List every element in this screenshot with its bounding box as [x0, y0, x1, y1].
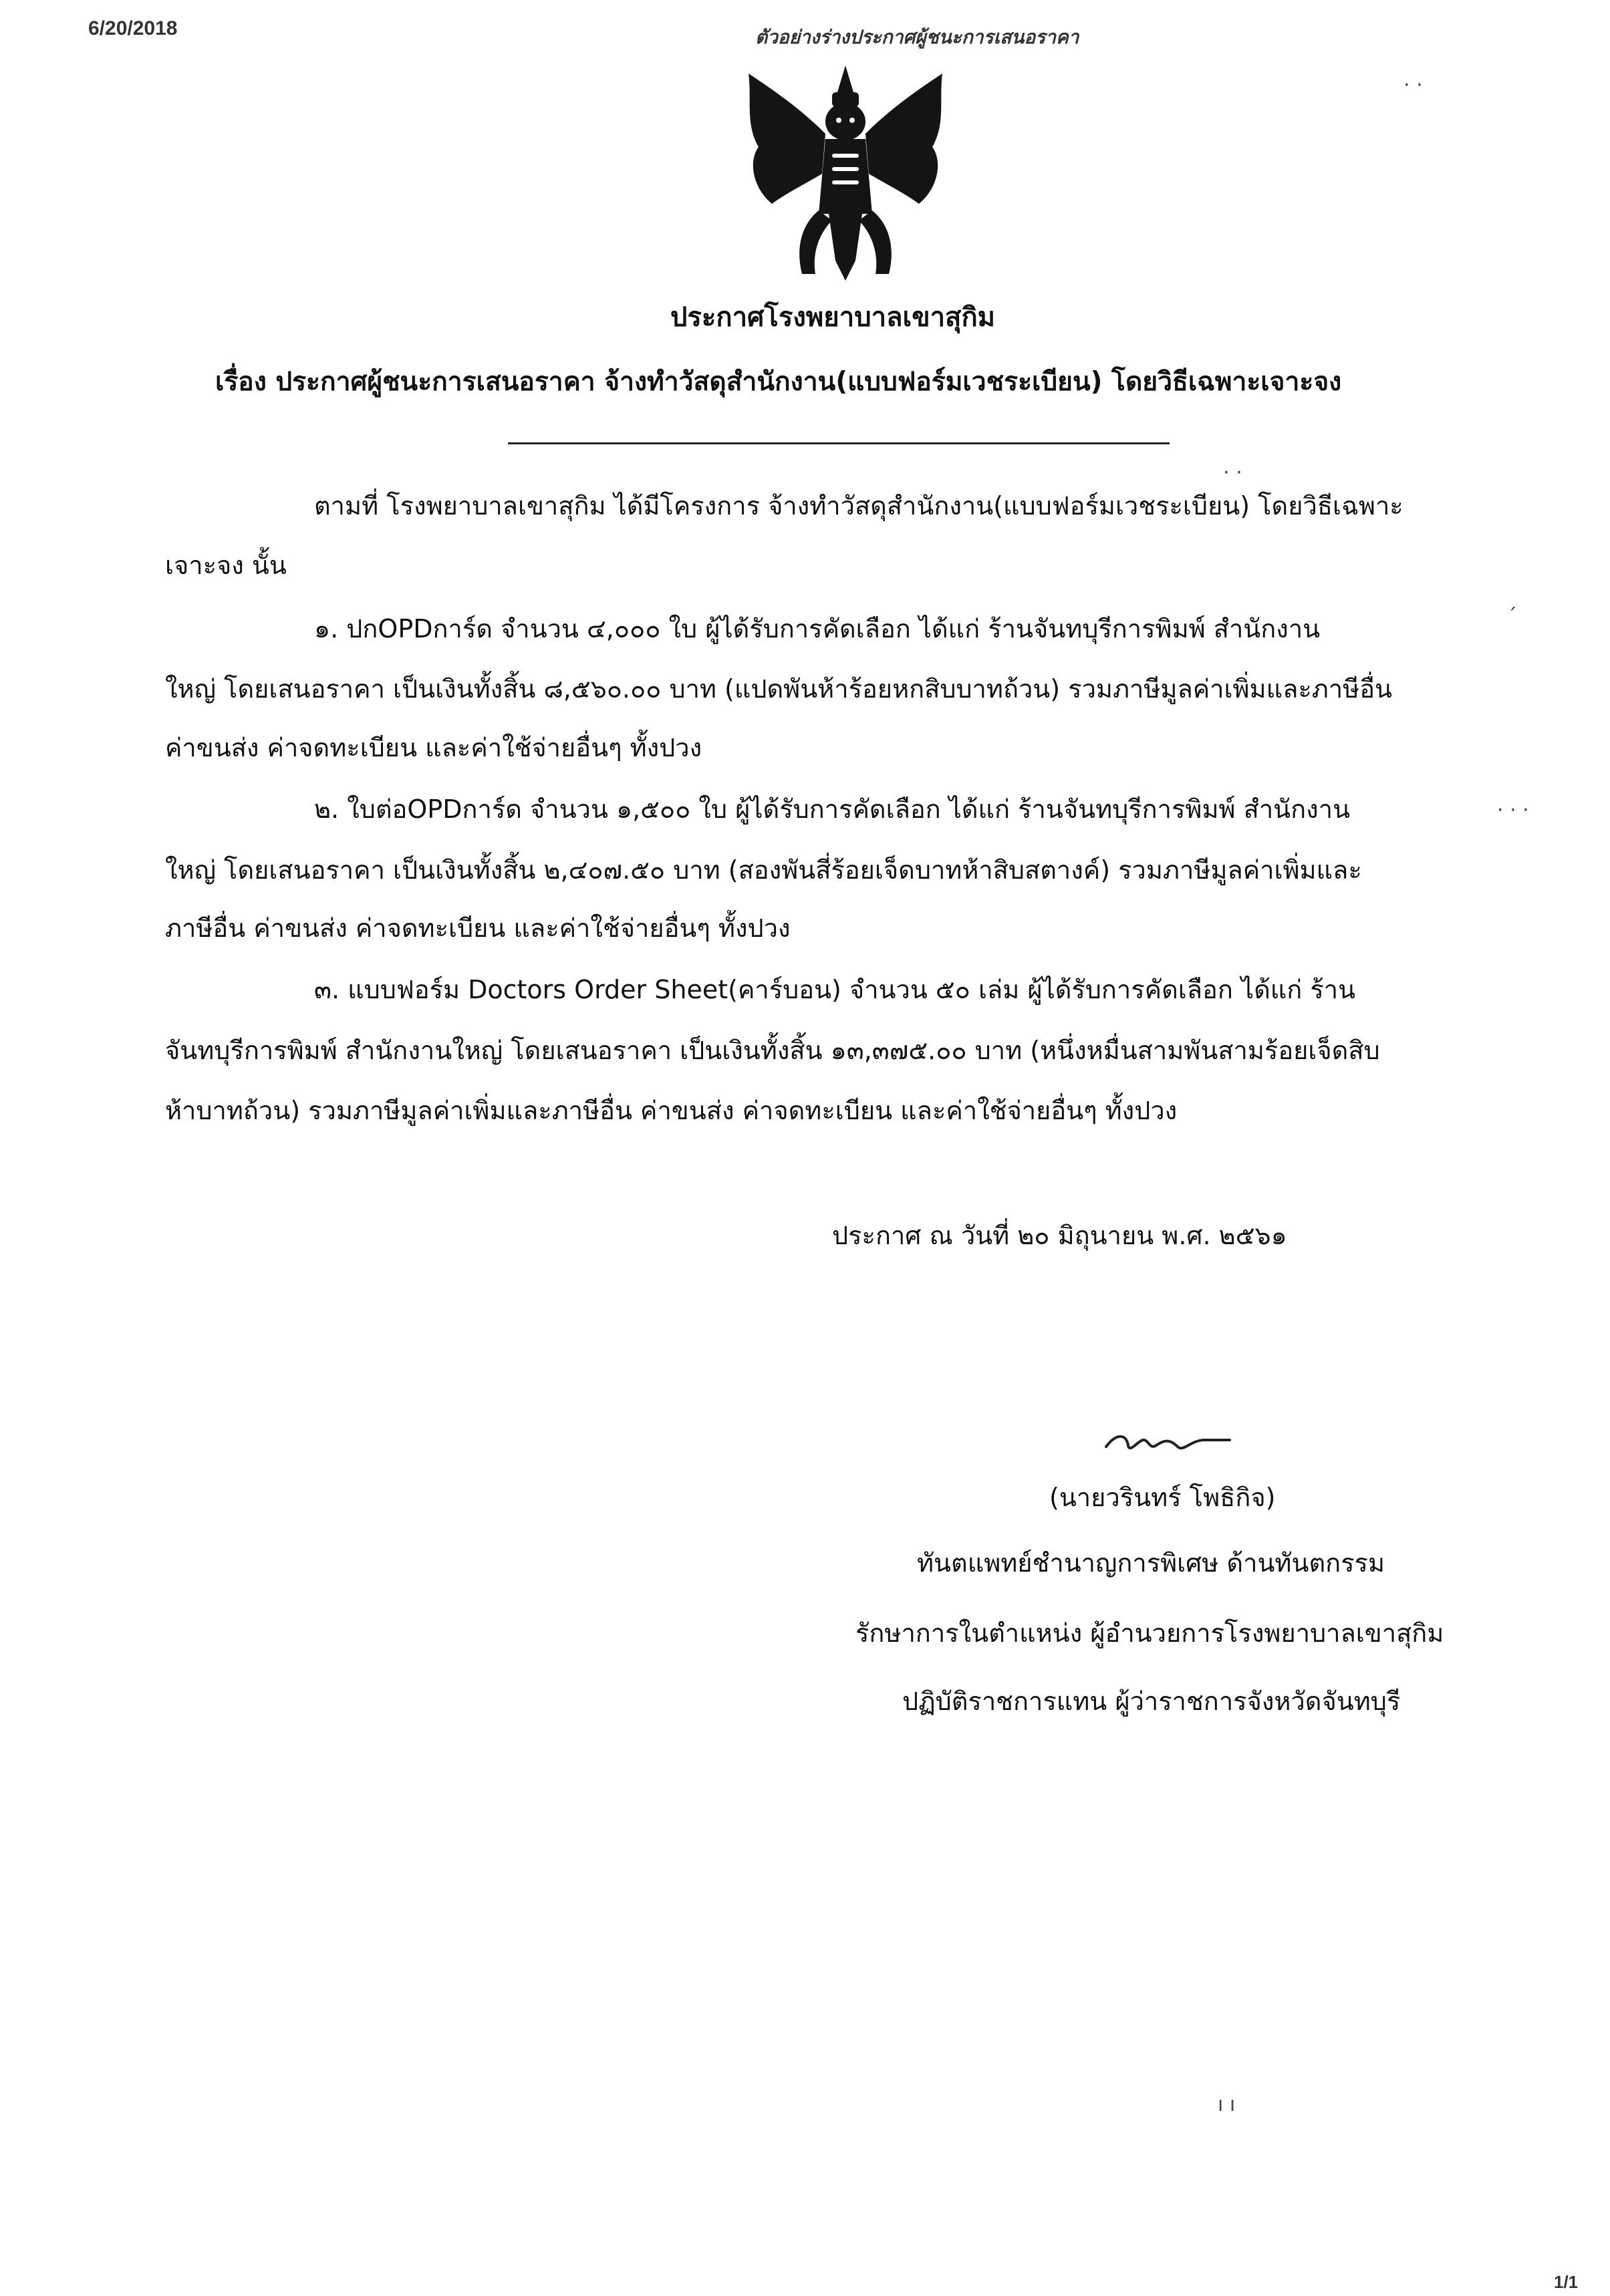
print-date: 6/20/2018	[88, 17, 178, 39]
scan-speck: · · ·	[1497, 799, 1529, 822]
item-3-line-3: ห้าบาทถ้วน) รวมภาษีมูลค่าเพิ่มและภาษีอื่น ค่าขนส่ง ค่าจดทะเบียน และค่าใช้จ่ายอื่นๆ ทั้งปวง	[165, 1096, 1178, 1125]
announcement-date: ประกาศ ณ วันที่ ๒๐ มิถุนายน พ.ศ. ๒๕๖๑	[832, 1221, 1287, 1250]
signatory-position-1: ทันตแพทย์ชำนาญการพิเศษ ด้านทันตกรรม	[917, 1548, 1385, 1578]
item-2-line-2: ใหญ่ โดยเสนอราคา เป็นเงินทั้งสิ้น ๒,๔๐๗.๕๐ บาท (สองพันสี่ร้อยเจ็ดบาทห้าสิบสตางค์) รวมภาษีมูลค่าเพิ่มและ	[165, 855, 1362, 885]
item-2-line-1: ๒. ใบต่อOPDการ์ด จำนวน ๑,๕๐๐ ใบ ผู้ได้รับการคัดเลือก ได้แก่ ร้านจันทบุรีการพิมพ์ สำนักงาน	[314, 795, 1351, 824]
document-subject: เรื่อง ประกาศผู้ชนะการเสนอราคา จ้างทำวัสดุสำนักงาน(แบบฟอร์มเวชระเบียน) โดยวิธีเฉพาะเจาะจง	[215, 367, 1342, 397]
item-2-line-3: ภาษีอื่น ค่าขนส่ง ค่าจดทะเบียน และค่าใช้จ่ายอื่นๆ ทั้งปวง	[165, 913, 791, 943]
intro-line-2: เจาะจง นั้น	[165, 551, 287, 580]
item-1-line-1: ๑. ปกOPDการ์ด จำนวน ๔,๐๐๐ ใบ ผู้ได้รับการคัดเลือก ได้แก่ ร้านจันทบุรีการพิมพ์ สำนักงาน	[314, 614, 1321, 643]
garuda-emblem-icon	[732, 60, 959, 287]
intro-line-1: ตามที่ โรงพยาบาลเขาสุกิม ได้มีโครงการ จ้างทำวัสดุสำนักงาน(แบบฟอร์มเวชระเบียน) โดยวิธีเฉพาะ	[314, 491, 1403, 521]
item-3-line-1: ๓. แบบฟอร์ม Doctors Order Sheet(คาร์บอน) จำนวน ๕๐ เล่ม ผู้ได้รับการคัดเลือก ได้แก่ ร้าน	[314, 975, 1356, 1004]
scan-speck: · ·	[1223, 461, 1242, 484]
item-3-line-2: จันทบุรีการพิมพ์ สำนักงานใหญ่ โดยเสนอราคา เป็นเงินทั้งสิ้น ๑๓,๓๗๕.๐๐ บาท (หนึ่งหมื่นสามพันสามร้อยเจ็ดสิบ	[165, 1036, 1380, 1065]
scan-speck: ı ı	[1218, 2093, 1236, 2116]
signatory-position-3: ปฏิบัติราชการแทน ผู้ว่าราชการจังหวัดจันทบุรี	[902, 1687, 1401, 1716]
item-1-line-3: ค่าขนส่ง ค่าจดทะเบียน และค่าใช้จ่ายอื่นๆ ทั้งปวง	[165, 733, 702, 762]
document-title: ประกาศโรงพยาบาลเขาสุกิม	[670, 302, 996, 333]
scan-speck: · ·	[1403, 74, 1423, 97]
signatory-name: (นายวรินทร์ โพธิกิจ)	[1049, 1483, 1276, 1512]
document-tag: ตัวอย่างร่างประกาศผู้ชนะการเสนอราคา	[755, 27, 1079, 47]
title-divider	[508, 442, 1170, 444]
page-number: 1/1	[1554, 2272, 1579, 2292]
signatory-position-2: รักษาการในตำแหน่ง ผู้อำนวยการโรงพยาบาลเขาสุกิม	[855, 1618, 1444, 1648]
item-1-line-2: ใหญ่ โดยเสนอราคา เป็นเงินทั้งสิ้น ๘,๕๖๐.๐๐ บาท (แปดพันห้าร้อยหกสิบบาทถ้วน) รวมภาษีมูลค่าเพิ่มและภาษีอื่น	[165, 674, 1393, 704]
scan-speck: ´	[1507, 605, 1517, 628]
handwritten-signature-icon	[1103, 1427, 1236, 1467]
